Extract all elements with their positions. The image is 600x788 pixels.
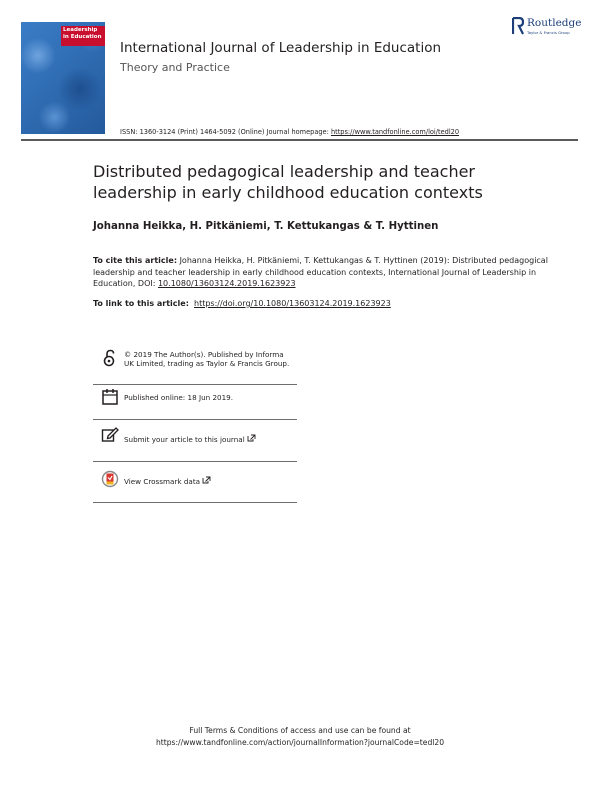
calendar-icon bbox=[101, 388, 119, 406]
published-date: Published online: 18 Jun 2019. bbox=[124, 393, 234, 402]
info-divider bbox=[93, 419, 297, 420]
article-doi-link[interactable]: https://doi.org/10.1080/13603124.2019.1623923 bbox=[194, 299, 391, 308]
routledge-logo-icon bbox=[512, 17, 524, 35]
published-row bbox=[93, 387, 297, 419]
journal-title: International Journal of Leadership in Education bbox=[120, 40, 442, 56]
citation-text: Johanna Heikka, H. Pitkäniemi, T. Kettukangas & T. Hyttinen (2019): Distributed pedagogical leadership and teacher leadership in early childhood education contexts, International Journal of Leadership in Education, DOI: bbox=[93, 256, 548, 288]
external-link-icon bbox=[247, 434, 256, 442]
info-divider bbox=[93, 502, 297, 503]
journal-cover-image bbox=[21, 22, 105, 134]
citation-block bbox=[93, 255, 553, 290]
submit-row[interactable] bbox=[93, 424, 297, 456]
article-authors: Johanna Heikka, H. Pitkäniemi, T. Kettukangas & T. Hyttinen bbox=[93, 221, 439, 232]
info-divider bbox=[93, 384, 297, 385]
citation-label: To cite this article: bbox=[93, 256, 178, 265]
publisher-name: Routledge bbox=[527, 17, 582, 29]
crossmark-text: View Crossmark data bbox=[124, 477, 201, 486]
footer-terms: Full Terms & Conditions of access and use can be found at bbox=[189, 726, 411, 735]
publisher-tagline: Taylor & Francis Group bbox=[527, 30, 570, 35]
issn-line bbox=[120, 128, 459, 136]
header-divider bbox=[21, 139, 578, 141]
publisher-logo[interactable] bbox=[512, 17, 592, 39]
issn-text: ISSN: 1360-3124 (Print) 1464-5092 (Online) Journal homepage: bbox=[120, 128, 331, 136]
article-link-label: To link to this article: bbox=[93, 299, 189, 308]
citation-doi-link[interactable]: 10.1080/13603124.2019.1623923 bbox=[157, 279, 296, 288]
cover-title: Leadership in Education bbox=[61, 26, 105, 46]
article-link-line bbox=[93, 299, 391, 308]
article-title: Distributed pedagogical leadership and teacher leadership in early childhood education contexts bbox=[93, 162, 483, 202]
crossmark-row[interactable] bbox=[93, 467, 297, 497]
edit-icon bbox=[101, 426, 119, 444]
info-divider bbox=[93, 461, 297, 462]
footer-terms-link[interactable]: https://www.tandfonline.com/action/journalInformation?journalCode=tedl20 bbox=[155, 738, 445, 747]
crossmark-icon bbox=[101, 470, 119, 488]
open-access-icon bbox=[101, 349, 119, 367]
license-row bbox=[93, 347, 297, 383]
journal-homepage-link[interactable]: https://www.tandfonline.com/loi/tedl20 bbox=[330, 128, 460, 136]
crossmark-link[interactable] bbox=[124, 476, 294, 486]
submit-article-link[interactable] bbox=[124, 434, 294, 444]
license-text: © 2019 The Author(s). Published by Informa UK Limited, trading as Taylor & Francis Group. bbox=[124, 350, 290, 368]
external-link-icon bbox=[202, 476, 211, 484]
submit-article-text: Submit your article to this journal bbox=[124, 435, 245, 444]
journal-subtitle: Theory and Practice bbox=[120, 61, 230, 74]
